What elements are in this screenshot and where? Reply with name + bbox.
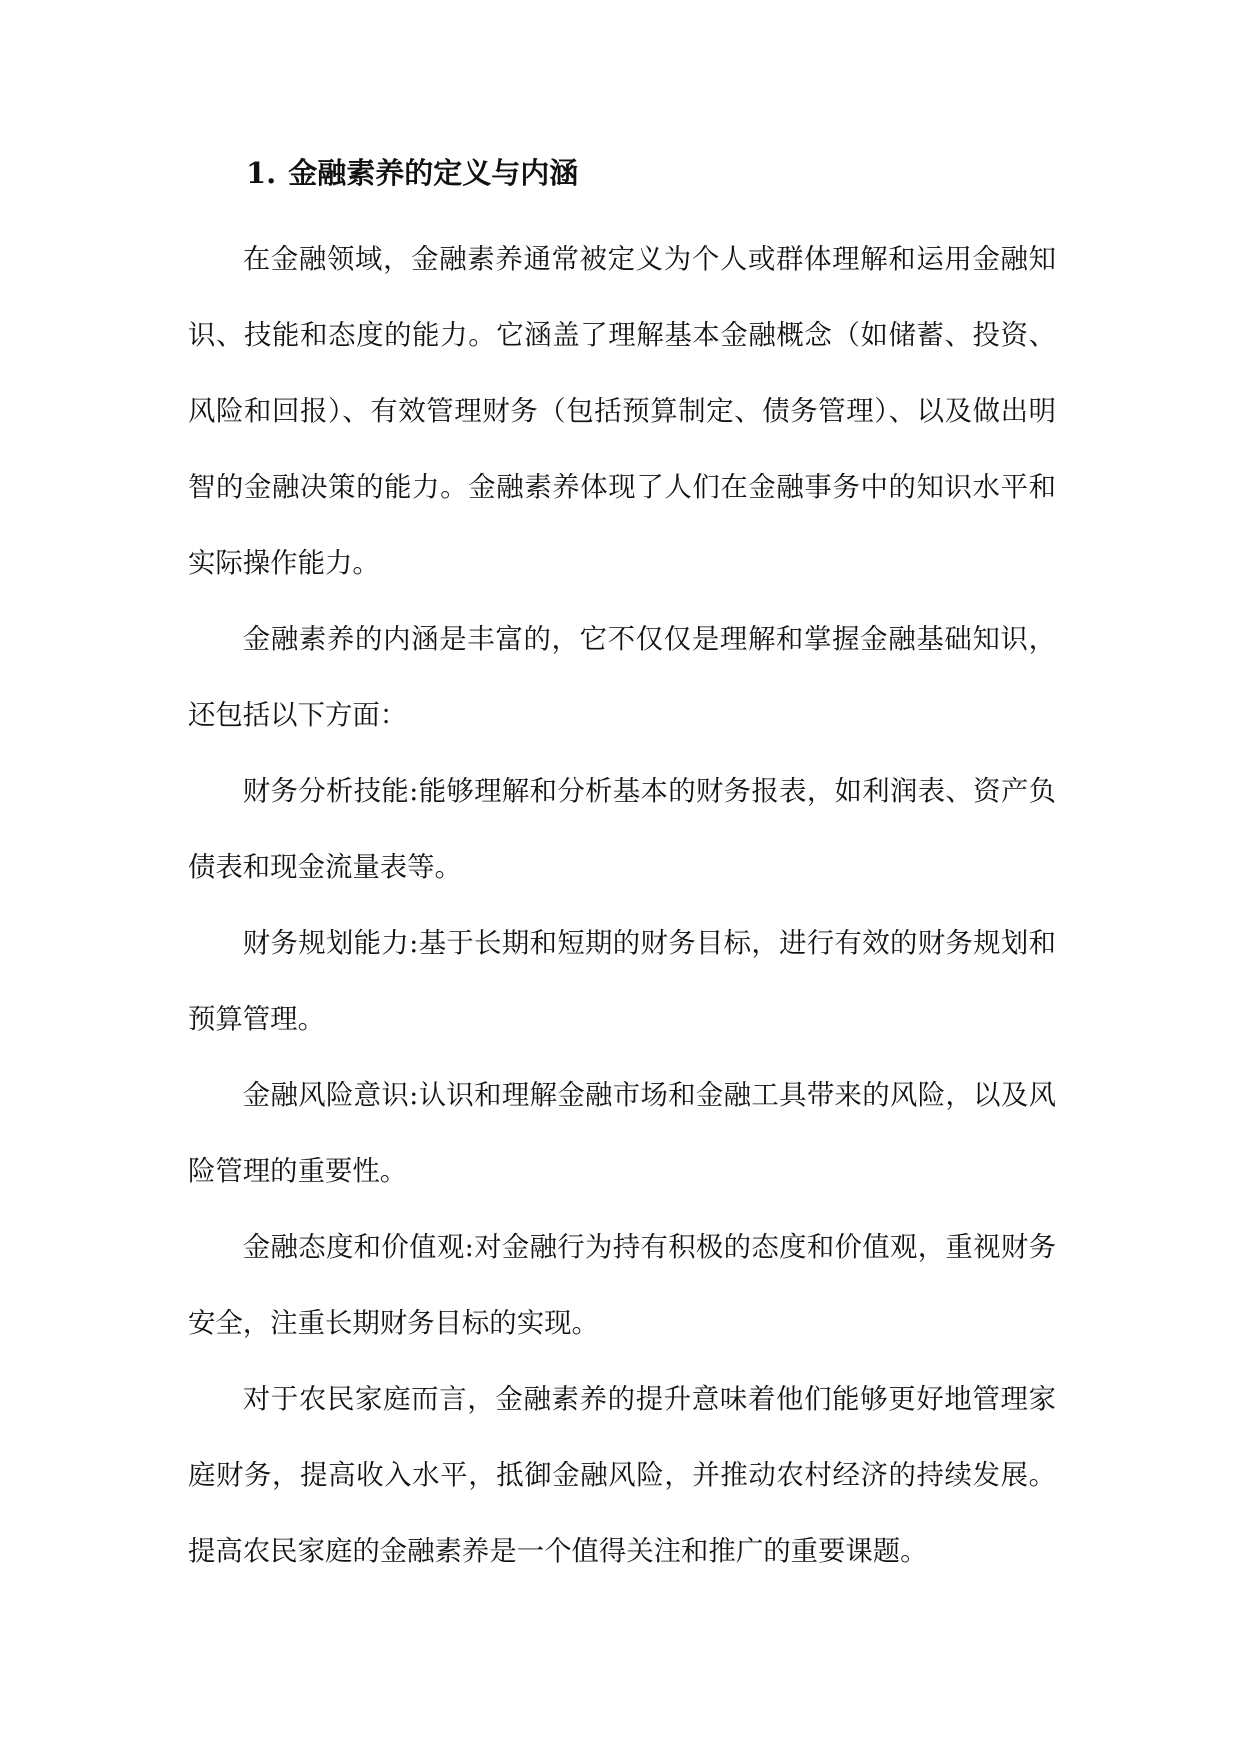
paragraph-risk-awareness xyxy=(188,1058,1056,1210)
text-financial-planning: 基于长期和短期的财务目标，进行有效的财务规划和预算管理。 xyxy=(188,928,1056,1035)
text-attitude-values: 对金融行为持有积极的态度和价值观，重视财务安全，注重长期财务目标的实现。 xyxy=(188,1232,1056,1339)
paragraph-financial-analysis xyxy=(188,754,1056,906)
section-title: 金融素养的定义与内涵 xyxy=(288,156,579,190)
document-page xyxy=(188,0,1056,1754)
term-risk-awareness: 金融风险意识: xyxy=(242,1080,419,1111)
text-financial-analysis: 能够理解和分析基本的财务报表，如利润表、资产负债表和现金流量表等。 xyxy=(188,776,1056,883)
section-body xyxy=(188,222,1056,1590)
paragraph-definition: 在金融领域，金融素养通常被定义为个人或群体理解和运用金融知识、技能和态度的能力。它涵盖了理解基本金融概念（如储蓄、投资、风险和回报）、有效管理财务（包括预算制定、债务管理）、以及做出明智的金融决策的能力。金融素养体现了人们在金融事务中的知识水平和实际操作能力。 xyxy=(188,244,1056,579)
paragraph-financial-planning xyxy=(188,906,1056,1058)
term-attitude-values: 金融态度和价值观: xyxy=(242,1232,474,1263)
paragraph-connotation-intro: 金融素养的内涵是丰富的，它不仅仅是理解和掌握金融基础知识，还包括以下方面： xyxy=(188,624,1056,731)
section-heading xyxy=(246,148,578,198)
term-financial-analysis: 财务分析技能: xyxy=(242,776,419,807)
paragraph-farmer-households: 对于农民家庭而言，金融素养的提升意味着他们能够更好地管理家庭财务，提高收入水平，抵御金融风险，并推动农村经济的持续发展。提高农民家庭的金融素养是一个值得关注和推广的重要课题。 xyxy=(188,1384,1056,1567)
section-number: 1. xyxy=(246,156,277,190)
term-financial-planning: 财务规划能力: xyxy=(242,928,419,959)
paragraph-attitude-values xyxy=(188,1210,1056,1362)
text-risk-awareness: 认识和理解金融市场和金融工具带来的风险，以及风险管理的重要性。 xyxy=(188,1080,1056,1187)
